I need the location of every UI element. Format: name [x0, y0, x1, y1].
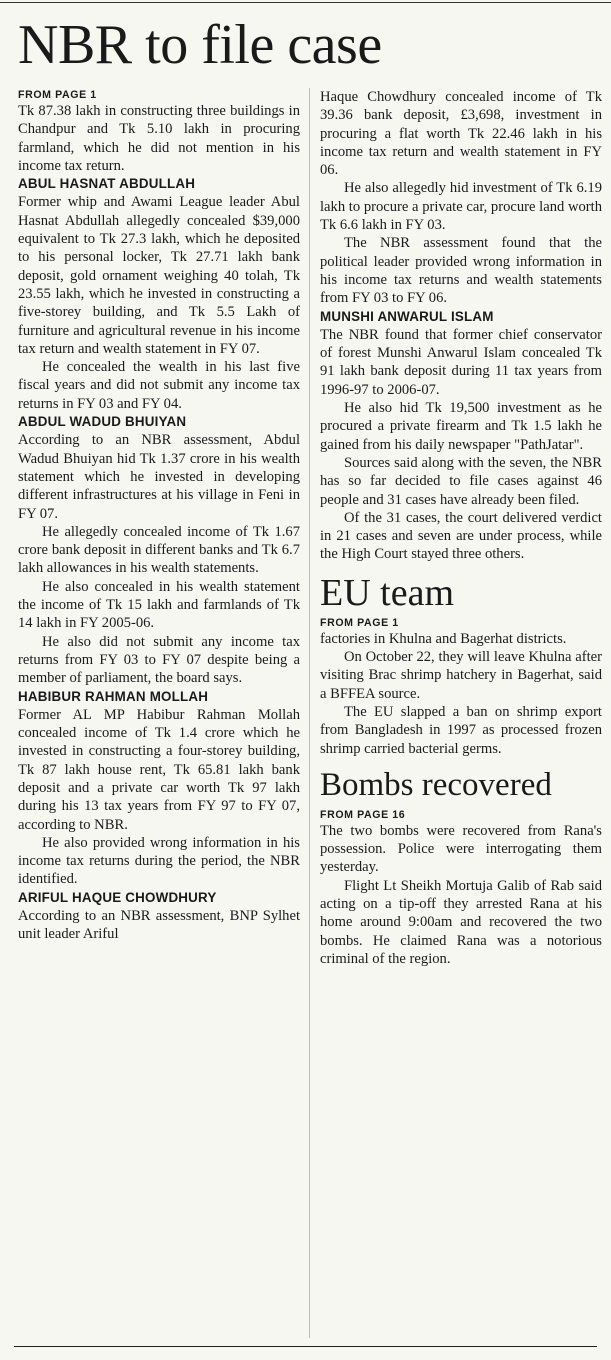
headline: NBR to file case [18, 14, 382, 76]
paragraph: Flight Lt Sheikh Mortuja Galib of Rab said acting on a tip-off they arrested Rana at his home around 9:00am and recovered the two bombs. He claimed Rana was a notorious criminal of the region. [320, 877, 602, 967]
paragraph: According to an NBR assessment, BNP Sylhet unit leader Ariful [18, 908, 300, 943]
subhead: ABDUL WADUD BHUIYAN [18, 414, 187, 430]
paragraph: Former AL MP Habibur Rahman Mollah concealed income of Tk 1.4 crore which he invested in constructing a four-storey building, Tk 87 lakh house rent, Tk 65.81 lakh bank deposit and a private car worth Tk 97 lakh during his 13 tax years from FY 97 to FY 07, according to NBR. [18, 706, 300, 833]
paragraph: The EU slapped a ban on shrimp export from Bangladesh in 1997 as processed frozen shrimp carried bacterial germs. [320, 703, 602, 757]
section-headline: EU team [320, 571, 455, 614]
paragraph: Former whip and Awami League leader Abul Hasnat Abdullah allegedly concealed $39,000 equivalent to Tk 27.3 lakh, which he deposited to his personal locker, Tk 27.71 lakh bank deposit, gold ornament weighing 40 tolah, Tk 23.55 lakh, which he invested in constructing a five-storey building, and Tk 5.5 Lakh of furniture and agricultural revenue in his income tax return and wealth statement in FY 07. [18, 194, 300, 357]
paragraph: He also allegedly hid investment of Tk 6.19 lakh to procure a private car, procure land worth Tk 6.6 lakh in FY 03. [320, 180, 602, 234]
paragraph: He also did not submit any income tax returns from FY 03 to FY 07 despite being a member of parliament, the board says. [18, 633, 300, 687]
paragraph: Sources said along with the seven, the NBR has so far decided to file cases against 46 people and 31 cases have already been filed. [320, 454, 602, 508]
paragraph: He also provided wrong information in his income tax returns during the period, the NBR identified. [18, 834, 300, 888]
top-rule [0, 2, 611, 3]
paragraph: The NBR assessment found that the political leader provided wrong information in his income tax returns and wealth statements from FY 03 to FY 06. [320, 235, 602, 307]
paragraph: Of the 31 cases, the court delivered verdict in 21 cases and seven are under process, while the High Court stayed three others. [320, 509, 602, 563]
column-divider [309, 88, 310, 1338]
paragraph: factories in Khulna and Bagerhat districts. [320, 630, 567, 647]
paragraph: On October 22, they will leave Khulna after visiting Brac shrimp hatchery in Bagerhat, said a BFFEA source. [320, 649, 602, 702]
paragraph: Tk 87.38 lakh in constructing three buildings in Chandpur and Tk 5.10 lakh in procuring farmland, which he did not mention in his income tax return. [18, 103, 300, 174]
subhead: MUNSHI ANWARUL ISLAM [320, 308, 494, 324]
from-page-label: FROM PAGE 1 [320, 616, 399, 629]
subhead: ABUL HASNAT ABDULLAH [18, 176, 196, 192]
paragraph: According to an NBR assessment, Abdul Wadud Bhuiyan hid Tk 1.37 crore in his wealth statement which he invested in developing different infrastructures at his village in Feni in FY 07. [18, 432, 300, 522]
paragraph: He also concealed in his wealth statement the income of Tk 15 lakh and farmlands of Tk 14 lakh in FY 2005-06. [18, 578, 300, 632]
right-column [320, 88, 602, 968]
bottom-rule [14, 1346, 597, 1347]
subhead: HABIBUR RAHMAN MOLLAH [18, 688, 209, 704]
paragraph: The two bombs were recovered from Rana's possession. Police were interrogating them yesterday. [320, 822, 602, 876]
from-page-label: FROM PAGE 16 [320, 808, 406, 821]
paragraph: He also hid Tk 19,500 investment as he procured a private firearm and Tk 1.5 lakh he gained from his daily newspaper "PathJatar". [320, 400, 602, 453]
paragraph: The NBR found that former chief conservator of forest Munshi Anwarul Islam concealed Tk 91 lakh bank deposit during 11 tax years from 1996-97 to 2006-07. [320, 326, 602, 398]
section-headline: Bombs recovered [320, 766, 552, 803]
paragraph: He concealed the wealth in his last five fiscal years and did not submit any income tax returns in FY 03 and FY 04. [18, 359, 300, 412]
subhead: ARIFUL HAQUE CHOWDHURY [18, 889, 217, 905]
paragraph: He allegedly concealed income of Tk 1.67 crore bank deposit in different banks and Tk 6.7 lakh allowances in his wealth statements. [18, 523, 300, 577]
left-column [18, 88, 300, 944]
paragraph: Haque Chowdhury concealed income of Tk 39.36 bank deposit, £3,698, investment in procuring a flat worth Tk 22.46 lakh in his income tax return and wealth statement in FY 06. [320, 89, 602, 179]
from-page-label: FROM PAGE 1 [18, 89, 97, 101]
